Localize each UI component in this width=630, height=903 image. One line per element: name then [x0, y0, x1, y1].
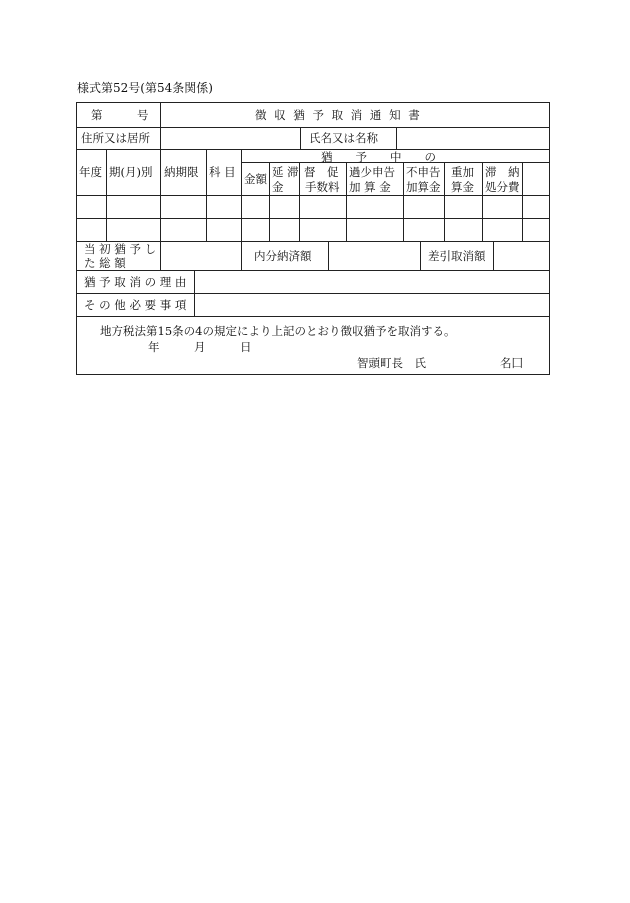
- paid-label: 内分納済額: [254, 249, 312, 263]
- vrule-col-2: [160, 149, 161, 241]
- rule-after-other: [76, 316, 550, 317]
- rule-after-reason: [76, 293, 550, 294]
- rule-after-address: [76, 149, 550, 150]
- rule-after-totals: [76, 270, 550, 271]
- header-nonfile-1: 不申告: [406, 165, 441, 179]
- header-during-grace: 猶 予 中 の: [321, 150, 436, 164]
- reason-label: 猶 予 取 消 の 理 由: [84, 275, 187, 289]
- seal-mark: 名囗: [500, 356, 523, 370]
- header-under-2: 加 算 金: [349, 180, 391, 194]
- header-heavy-1: 重加: [451, 165, 474, 179]
- vrule-address-a: [160, 127, 161, 149]
- vrule-reason-other: [194, 270, 195, 316]
- header-period: 期(月)別: [109, 165, 153, 179]
- name-label: 氏名又は名称: [309, 131, 378, 145]
- vrule-address-c: [396, 127, 397, 149]
- vrule-col-1: [106, 149, 107, 241]
- document-title: 徴 収 猶 予 取 消 通 知 書: [255, 108, 422, 122]
- header-under-1: 過少申告: [349, 165, 395, 179]
- header-heavy-2: 算金: [451, 180, 474, 194]
- initial-total-label-2: た 総 額: [84, 256, 126, 270]
- vrule-col-5: [269, 162, 270, 241]
- header-urge-1: 督 促: [304, 165, 339, 179]
- net-cancel-label: 差引取消額: [428, 249, 486, 263]
- vrule-totals-e: [493, 241, 494, 270]
- issuer-name: 智頭町長 氏: [357, 356, 426, 370]
- header-item: 科 目: [209, 165, 236, 179]
- vrule-col-6: [299, 162, 300, 241]
- header-nonfile-2: 加算金: [406, 180, 441, 194]
- header-delay-2: 金: [272, 180, 284, 194]
- vrule-title: [160, 102, 161, 127]
- rule-after-col-headers: [76, 195, 550, 196]
- vrule-totals-b: [241, 241, 242, 270]
- vrule-totals-d: [420, 241, 421, 270]
- header-urge-2: 手数料: [305, 180, 340, 194]
- notice-date: 年 月 日: [148, 340, 252, 354]
- vrule-col-3: [206, 149, 207, 241]
- vrule-col-10: [482, 162, 483, 241]
- vrule-col-4: [241, 149, 242, 241]
- rule-after-title: [76, 127, 550, 128]
- vrule-col-9: [444, 162, 445, 241]
- header-year: 年度: [79, 165, 102, 179]
- header-amount: 金額: [244, 172, 267, 186]
- header-arrears-2: 処分費: [485, 180, 520, 194]
- initial-total-label-1: 当 初 猶 予 し: [84, 242, 157, 256]
- form-number: 様式第52号(第54条関係): [77, 81, 213, 95]
- vrule-address-b: [300, 127, 301, 149]
- notice-statement: 地方税法第15条の4の規定により上記のとおり徴収猶予を取消する。: [100, 324, 456, 338]
- vrule-col-11: [522, 162, 523, 241]
- address-label: 住所又は居所: [81, 131, 150, 145]
- vrule-col-8: [403, 162, 404, 241]
- number-label: 第 号: [91, 108, 149, 122]
- header-due-date: 納期限: [164, 165, 199, 179]
- vrule-totals-c: [328, 241, 329, 270]
- header-delay-1: 延 滞: [272, 165, 299, 179]
- vrule-totals-a: [160, 241, 161, 270]
- other-label: そ の 他 必 要 事 項: [84, 298, 187, 312]
- vrule-col-7: [346, 162, 347, 241]
- header-arrears-1: 滞 納: [485, 165, 520, 179]
- rule-after-data-row-1: [76, 218, 550, 219]
